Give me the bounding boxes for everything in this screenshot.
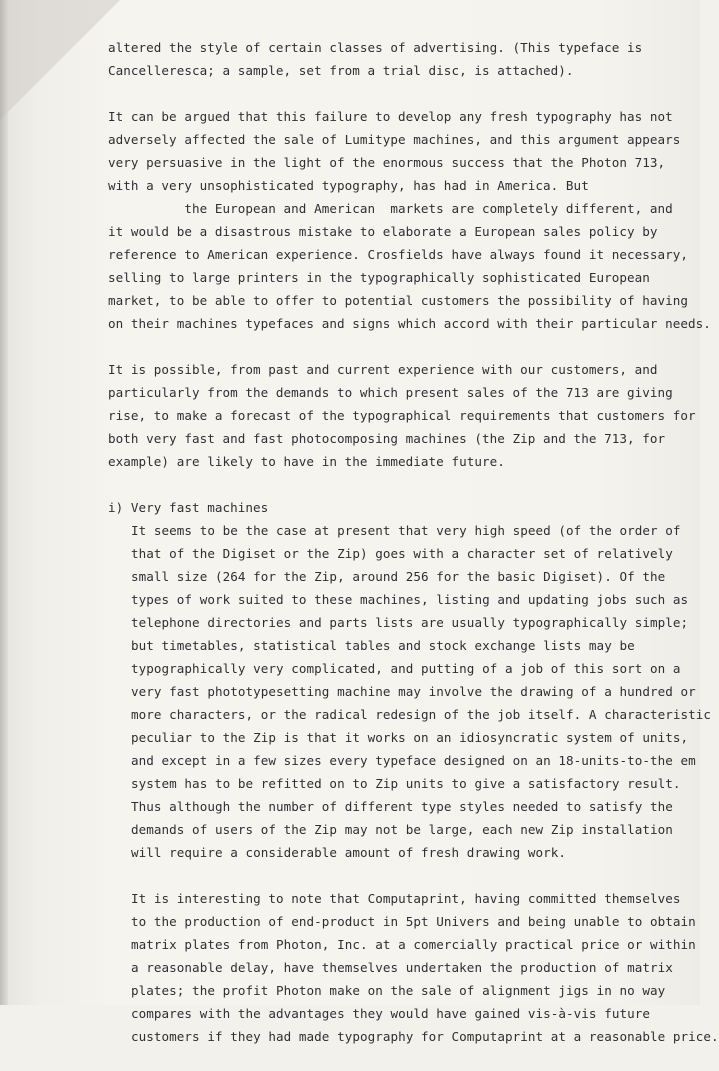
text-line: peculiar to the Zip is that it works on an idiosyncratic system of units,	[131, 730, 689, 745]
text-line: customers if they had made typography for Computaprint at a reasonable price.	[131, 1029, 719, 1044]
section-heading: i) Very fast machines	[108, 500, 269, 515]
text-line: It seems to be the case at present that very high speed (of the order of	[131, 523, 681, 538]
text-line: plates; the profit Photon make on the sale of alignment jigs in no way	[131, 983, 666, 998]
text-line: matrix plates from Photon, Inc. at a comercially practical price or within	[131, 937, 696, 952]
text-line: but timetables, statistical tables and stock exchange lists may be	[131, 638, 635, 653]
text-line: it would be a disastrous mistake to elaborate a European sales policy by	[108, 224, 658, 239]
text-line: selling to large printers in the typographically sophisticated European	[108, 270, 650, 285]
text-line: the European and American markets are completely different, and	[108, 201, 673, 216]
section-paragraph-1	[108, 519, 712, 864]
text-line: on their machines typefaces and signs which accord with their particular needs.	[108, 316, 711, 331]
text-line: with a very unsophisticated typography, has had in America. But	[108, 178, 589, 193]
text-line: a reasonable delay, have themselves undertaken the production of matrix	[131, 960, 673, 975]
text-line: to the production of end-product in 5pt Univers and being unable to obtain	[131, 914, 696, 929]
text-line: It can be argued that this failure to develop any fresh typography has not	[108, 109, 673, 124]
text-line: very persuasive in the light of the enormous success that the Photon 713,	[108, 155, 666, 170]
text-line: small size (264 for the Zip, around 256 for the basic Digiset). Of the	[131, 569, 666, 584]
text-line: both very fast and fast photocomposing machines (the Zip and the 713, for	[108, 431, 666, 446]
text-line: altered the style of certain classes of advertising. (This typeface is	[108, 40, 643, 55]
text-line: very fast phototypesetting machine may involve the drawing of a hundred or	[131, 684, 696, 699]
paragraph-1	[108, 36, 688, 82]
text-line: that of the Digiset or the Zip) goes with a character set of relatively	[131, 546, 673, 561]
text-line: telephone directories and parts lists are usually typographically simple;	[131, 615, 689, 630]
text-line: It is possible, from past and current experience with our customers, and	[108, 362, 658, 377]
text-line: reference to American experience. Crosfields have always found it necessary,	[108, 247, 689, 262]
text-line: types of work suited to these machines, listing and updating jobs such as	[131, 592, 689, 607]
text-line: will require a considerable amount of fresh drawing work.	[131, 845, 567, 860]
text-line: and except in a few sizes every typeface designed on an 18-units-to-the em	[131, 753, 696, 768]
page-fold-shadow	[0, 0, 120, 120]
text-line: It is interesting to note that Computaprint, having committed themselves	[131, 891, 681, 906]
text-line: market, to be able to offer to potential customers the possibility of having	[108, 293, 689, 308]
text-line: Cancelleresca; a sample, set from a trial disc, is attached).	[108, 63, 574, 78]
text-line: Thus although the number of different type styles needed to satisfy the	[131, 799, 673, 814]
text-line: more characters, or the radical redesign of the job itself. A characteristic	[131, 707, 712, 722]
paragraph-3	[108, 358, 696, 473]
text-line: typographically very complicated, and putting of a job of this sort on a	[131, 661, 681, 676]
text-line: compares with the advantages they would have gained vis-à-vis future	[131, 1006, 650, 1021]
section-paragraph-2	[108, 887, 719, 1048]
page-edge-shadow	[0, 0, 8, 1005]
paragraph-2	[108, 105, 711, 335]
text-line: system has to be refitted on to Zip units to give a satisfactory result.	[131, 776, 681, 791]
text-line: rise, to make a forecast of the typographical requirements that customers for	[108, 408, 696, 423]
document-text	[108, 36, 719, 1071]
text-line: particularly from the demands to which present sales of the 713 are giving	[108, 385, 673, 400]
text-line: adversely affected the sale of Lumitype machines, and this argument appears	[108, 132, 681, 147]
text-line: demands of users of the Zip may not be large, each new Zip installation	[131, 822, 673, 837]
text-line: example) are likely to have in the immediate future.	[108, 454, 505, 469]
